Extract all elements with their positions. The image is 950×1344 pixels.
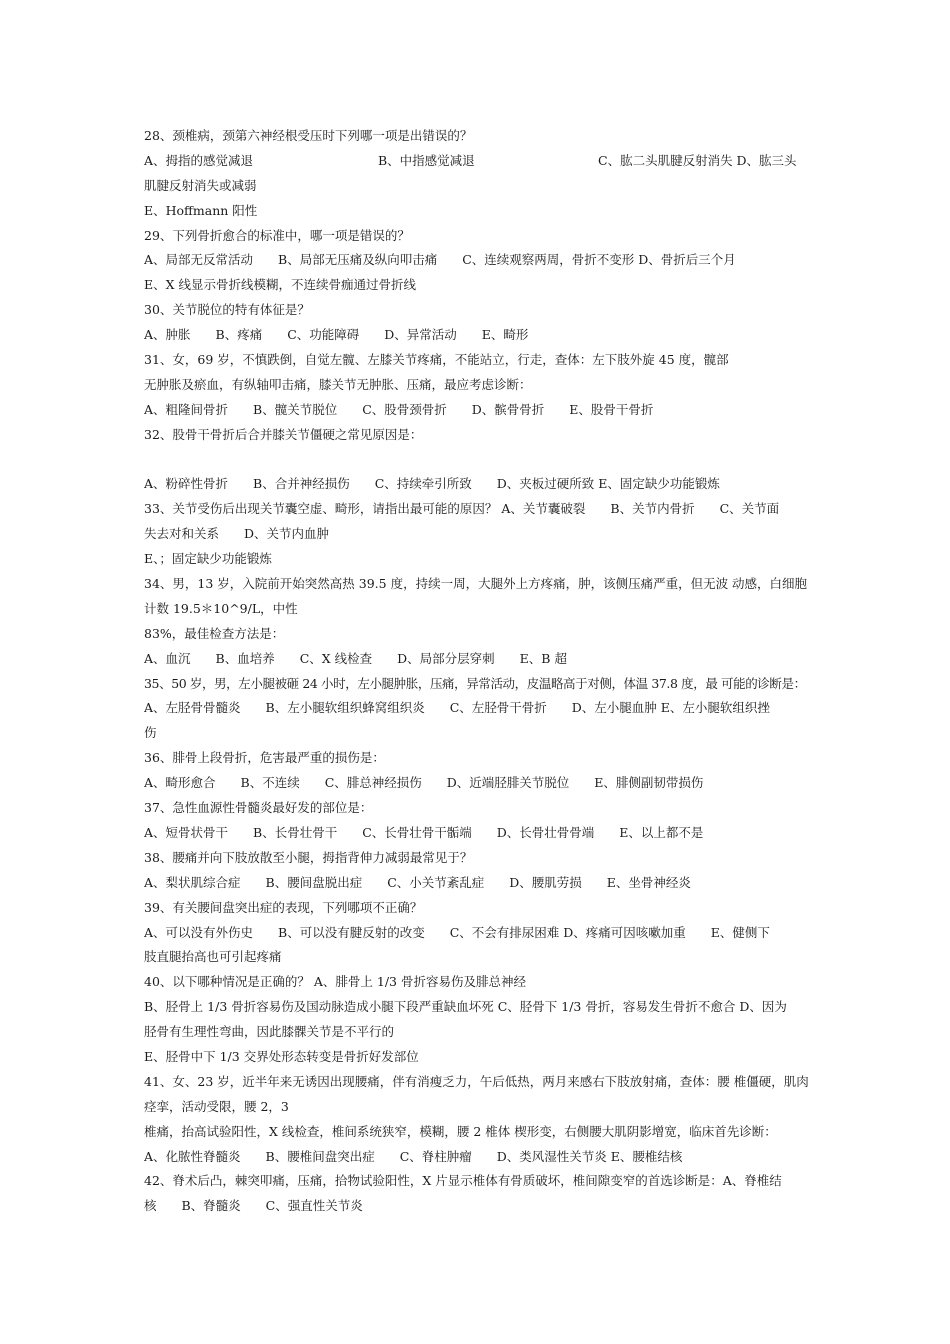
- text-line: A、畸形愈合 B、不连续 C、腓总神经损伤 D、近端胫腓关节脱位 E、腓侧副韧带损伤: [144, 775, 704, 791]
- text-line: 计数 19.5＊10^9/L，中性: [144, 600, 298, 616]
- text-line: E、X 线显示骨折线模糊，不连续骨痂通过骨折线: [144, 277, 416, 293]
- text-line: 伤: [144, 725, 157, 741]
- text-line: E、胫骨中下 1/3 交界处形态转变是骨折好发部位: [144, 1048, 419, 1064]
- text-line: 28、颈椎病，颈第六神经根受压时下列哪一项是出错误的？: [144, 128, 473, 143]
- q28-option-cd: C、肱二头肌腱反射消失 D、肱三头: [598, 152, 797, 168]
- text-line: 核 B、脊髓炎 C、强直性关节炎: [144, 1198, 363, 1214]
- text-line: 胫骨有生理性弯曲，因此膝髁关节是不平行的: [144, 1024, 395, 1040]
- text-line: 失去对和关系 D、关节内血肿: [144, 526, 330, 542]
- text-line: 33、关节受伤后出现关节囊空虚、畸形，请指出最可能的原因？ A、关节囊破裂 B、关节内骨折 C、关节面: [144, 501, 780, 517]
- text-line: 38、腰痛并向下肢放散至小腿，拇指背伸力减弱最常见于？: [144, 849, 473, 865]
- text-line: 40、以下哪种情况是正确的？ A、腓骨上 1/3 骨折容易伤及腓总神经: [144, 974, 526, 990]
- text-line: 29、下列骨折愈合的标准中，哪一项是错误的？: [144, 227, 410, 243]
- q28-options-row: [144, 149, 812, 174]
- text-line: E、；固定缺少功能锻炼: [144, 551, 272, 567]
- text-line: A、血沉 B、血培养 C、X 线检查 D、局部分层穿刺 E、B 超: [144, 650, 567, 666]
- text-line: 无肿胀及瘀血，有纵轴叩击痛，膝关节无肿胀、压痛，最应考虑诊断：: [144, 376, 532, 392]
- text-line: A、梨状肌综合症 B、腰间盘脱出症 C、小关节紊乱症 D、腰肌劳损 E、坐骨神经炎: [144, 874, 691, 890]
- text-line: 42、脊术后凸，棘突叩痛，压痛，拾物试验阳性，X 片显示椎体有骨质破坏，椎间隙变窄的首选诊断是：A、脊椎结: [144, 1173, 782, 1189]
- text-line: 37、急性血源性骨髓炎最好发的部位是：: [144, 800, 373, 816]
- text-line: 36、腓骨上段骨折，危害最严重的损伤是：: [144, 750, 385, 766]
- text-line: E、Hoffmann 阳性: [144, 202, 258, 218]
- text-line: A、肿胀 B、疼痛 C、功能障碍 D、异常活动 E、畸形: [144, 327, 529, 343]
- text-line: 肌腱反射消失或减弱: [144, 177, 257, 193]
- text-line: A、化脓性脊髓炎 B、腰椎间盘突出症 C、脊柱肿瘤 D、类风湿性关节炎 E、腰椎结核: [144, 1148, 683, 1164]
- q28-option-b: B、中指感觉减退: [378, 152, 475, 168]
- text-line: 41、女、23 岁，近半年来无诱因出现腰痛，伴有消瘦乏力，午后低热，两月来感右下肢放射痛，查体：腰 椎僵硬，肌肉: [144, 1073, 809, 1089]
- text-line: A、粉碎性骨折 B、合并神经损伤 C、持续牵引所致 D、夹板过硬所致 E、固定缺少功能锻炼: [144, 476, 720, 492]
- text-line: 30、关节脱位的特有体征是？: [144, 302, 310, 318]
- text-line: 35、50 岁，男，左小腿被砸 24 小时，左小腿肿胀，压痛，异常活动，皮温略高于对侧，体温 37.8 度，最 可能的诊断是：: [144, 675, 806, 691]
- text-line: 肢直腿抬高也可引起疼痛: [144, 949, 282, 965]
- text-line: 39、有关腰间盘突出症的表现，下列哪项不正确？: [144, 899, 423, 915]
- text-line: B、胫骨上 1/3 骨折容易伤及国动脉造成小腿下段严重缺血坏死 C、胫骨下 1/3 骨折，容易发生骨折不愈合 D、因为: [144, 999, 787, 1015]
- text-line: A、粗隆间骨折 B、髋关节脱位 C、股骨颈骨折 D、髌骨骨折 E、股骨干骨折: [144, 401, 654, 417]
- text-line: 34、男，13 岁，入院前开始突然高热 39.5 度，持续一周，大腿外上方疼痛，肿，该侧压痛严重，但无波 动感，白细胞: [144, 576, 808, 592]
- text-line: 痉挛，活动受限，腰 2，3: [144, 1098, 289, 1114]
- text-line: A、短骨状骨干 B、长骨壮骨干 C、长骨壮骨干骺端 D、长骨壮骨骨端 E、以上都不是: [144, 824, 704, 840]
- blank-line: [144, 448, 812, 473]
- text-line: 31、女，69 岁，不慎跌倒，自觉左髋、左膝关节疼痛，不能站立，行走，查体：左下肢外旋 45 度，髋部: [144, 352, 729, 368]
- q28-option-a: A、拇指的感觉减退: [144, 152, 254, 168]
- text-line: A、局部无反常活动 B、局部无压痛及纵向叩击痛 C、连续观察两周，骨折不变形 D、骨折后三个月: [144, 252, 736, 268]
- text-line: 椎痛，抬高试验阳性，X 线检查，椎间系统狭窄，模糊，腰 2 椎体 楔形变，右侧腰大肌阴影增宽，临床首先诊断：: [144, 1123, 777, 1139]
- text-line: A、可以没有外伤史 B、可以没有腱反射的改变 C、不会有排尿困难 D、疼痛可因咳嗽加重 E、健侧下: [144, 924, 770, 940]
- text-line: 83%，最佳检查方法是：: [144, 625, 285, 641]
- question-text-block: [144, 124, 812, 1219]
- text-line: A、左胫骨骨髓炎 B、左小腿软组织蜂窝组织炎 C、左胫骨干骨折 D、左小腿血肿 E、左小腿软组织挫: [144, 700, 770, 716]
- text-line: 32、股骨干骨折后合并膝关节僵硬之常见原因是：: [144, 426, 423, 442]
